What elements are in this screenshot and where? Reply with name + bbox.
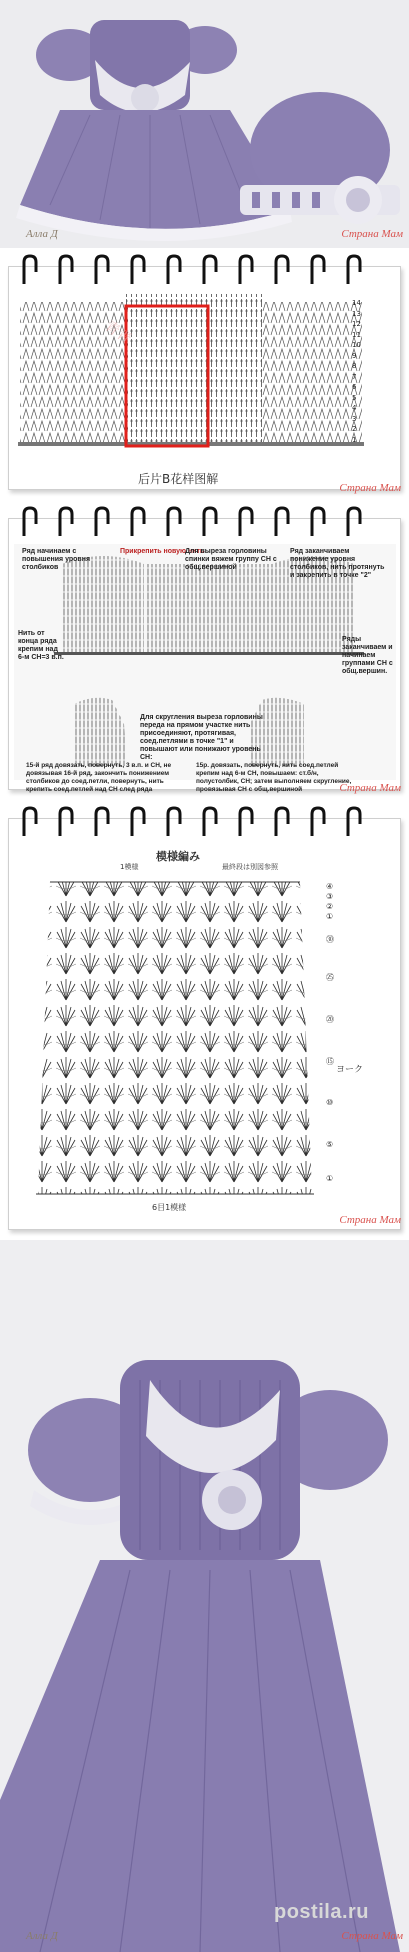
watermark: Страна Мам xyxy=(341,228,403,240)
spiral-binding xyxy=(10,506,399,540)
row-number-column xyxy=(326,882,346,1184)
watermark: Страна Мам xyxy=(341,1930,403,1942)
row-number: 13 xyxy=(352,309,361,318)
crochet-chart-skirt xyxy=(30,872,320,1202)
pattern-repeat-bottom: 6目1模様 xyxy=(152,1203,187,1212)
row-number: 11 xyxy=(352,330,361,339)
row-number: ㉕ xyxy=(326,973,334,982)
row-number: 5 xyxy=(352,393,357,402)
row-number: 3 xyxy=(352,414,357,423)
row-number: 6 xyxy=(352,383,357,391)
final-row-note: 最終段は別図参照 xyxy=(222,863,278,871)
svg-text:青青: 青青 xyxy=(101,318,134,348)
row-number: ④ xyxy=(326,882,334,891)
row-number: ⑮ xyxy=(326,1057,334,1066)
row-number: ⑳ xyxy=(326,1015,334,1024)
note-right: Ряды заканчиваем и начинаем группами СН с общ.вершин. xyxy=(342,636,393,675)
row-number: 12 xyxy=(352,320,361,328)
notebook-page-3 xyxy=(0,800,409,1240)
note-top-mid: Прикрепить новую нить xyxy=(120,548,205,555)
signature: Алла Д xyxy=(26,228,58,240)
dress-and-hat-image xyxy=(0,0,409,248)
row-number: 2 xyxy=(352,425,357,433)
notebook-page-2 xyxy=(0,500,409,800)
row-number: 9 xyxy=(352,351,357,360)
row-number: ③ xyxy=(326,892,334,901)
notebook-page-1 xyxy=(0,248,409,500)
watermark: Страна Мам xyxy=(339,782,401,794)
watermark: Страна Мам xyxy=(339,482,401,494)
note-top-center: Для выреза горловины спинки вяжем группу СН с общ.вершиной xyxy=(185,548,277,571)
spiral-binding xyxy=(10,254,399,288)
note-top-left: Ряд начинаем с повышения уровня столбиков xyxy=(22,548,91,571)
row-number: 1 xyxy=(352,435,357,444)
pattern-repeat-top: 1模様 xyxy=(120,863,139,871)
row-number: 8 xyxy=(352,362,357,370)
spiral-binding xyxy=(10,806,399,840)
row-number: ① xyxy=(326,1174,334,1183)
row-number: ⑩ xyxy=(326,1098,334,1107)
crochet-chart-back xyxy=(14,288,386,466)
row-number: ⑤ xyxy=(326,1140,334,1149)
row-number-column xyxy=(352,298,370,445)
watermark: Страна Мам xyxy=(339,1214,401,1226)
yoke-label: ヨーク xyxy=(336,1065,364,1075)
chart-caption: 后片B花样图解 xyxy=(138,472,219,486)
note-bottom-left: 15-й ряд довязать, повернуть, 3 в.п. и СН, не довязывая 16-й ряд, закончить понижением столбиков до соед.петли, повернуть, нить крепить соед.петлей над СН след ряда xyxy=(26,762,172,793)
row-number: 10 xyxy=(352,341,361,349)
row-number: ① xyxy=(326,912,334,921)
note-top-right: Ряд заканчиваем понижение уровня столбиков, нить протянуть и закрепить в точке "2" xyxy=(290,548,385,579)
row-number: ② xyxy=(326,902,334,911)
note-left: Нить от конца ряда крепим над 6-м СН=3 в.п. xyxy=(18,630,64,661)
row-number: 4 xyxy=(352,404,357,412)
note-center: Для скругления выреза горловины переда на прямом участке нить присоединяют, протягивая, соед.петлями в точке "1" и повышают или понижают уровень СН: xyxy=(140,714,263,761)
row-number: 7 xyxy=(352,372,357,381)
dress-photo-bottom xyxy=(0,1240,409,1952)
signature: Алла Д xyxy=(26,1930,58,1942)
row-number: 14 xyxy=(352,299,361,307)
site-watermark: postila.ru xyxy=(273,1901,369,1923)
row-number: ㉚ xyxy=(326,935,334,944)
dress-photo-top xyxy=(0,0,409,248)
dress-closeup-image xyxy=(0,1240,409,1952)
chart-title: 模様編み xyxy=(156,850,200,863)
note-bottom-right: 15р. довязать, повернуть, нить соед.петлей крепим над 6-м СН, повышаем: ст.б/н, полустолбик, СН; затем выполняем скругление, провязывая СН с общ.вершиной xyxy=(196,762,352,793)
